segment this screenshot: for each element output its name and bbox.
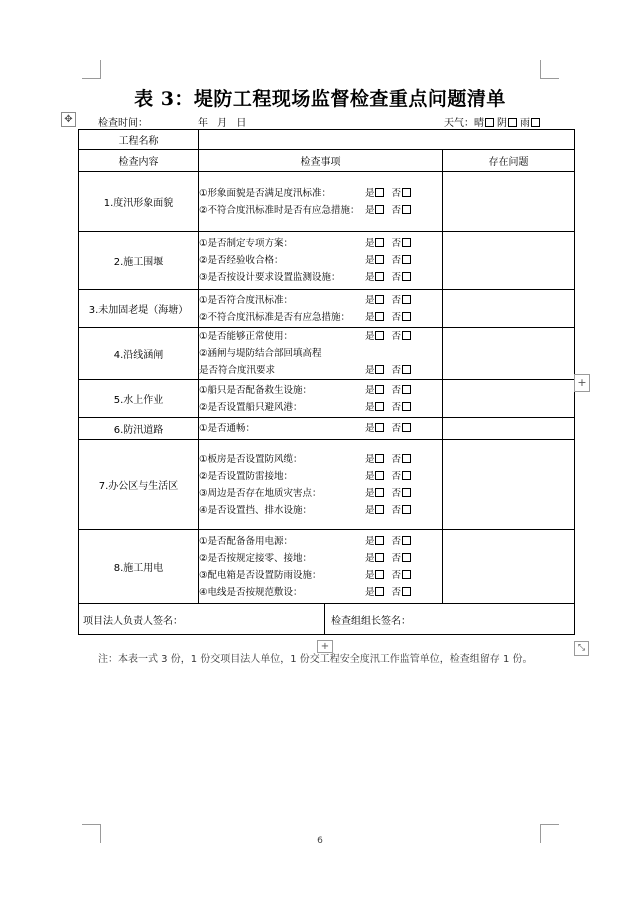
checkbox-sunny[interactable]	[485, 118, 494, 127]
weather-field	[444, 114, 543, 129]
yes-checkbox[interactable]	[375, 238, 384, 247]
yes-label: 是	[364, 255, 375, 266]
project-name-row	[79, 130, 575, 150]
check-item-text: ①是否配备备用电源：	[199, 535, 294, 547]
weather-option-rain: 雨	[520, 118, 530, 129]
yes-no-options	[365, 292, 442, 309]
row-issues[interactable]	[443, 418, 575, 440]
yes-label: 是	[364, 311, 375, 323]
page-number: 6	[317, 836, 323, 846]
yes-no-options	[365, 584, 442, 601]
check-item	[199, 269, 442, 286]
yes-checkbox[interactable]	[375, 536, 384, 545]
yes-label: 是	[364, 487, 375, 499]
row-issues[interactable]	[443, 440, 575, 530]
yes-no-options	[365, 252, 442, 269]
no-label: 否	[391, 365, 401, 376]
crop-mark-top-left	[82, 60, 101, 79]
yes-no-options	[365, 399, 442, 416]
check-item-text: ③周边是否存在地质灾害点：	[199, 487, 322, 499]
yes-checkbox[interactable]	[375, 188, 384, 197]
no-checkbox[interactable]	[402, 255, 411, 264]
check-time-label: 检查时间：	[98, 118, 148, 129]
row-issues[interactable]	[443, 380, 575, 418]
header-content: 检查内容	[79, 150, 199, 172]
yes-label: 是	[364, 569, 375, 581]
yes-no-options	[365, 533, 442, 550]
yes-checkbox[interactable]	[375, 365, 384, 374]
header-issues: 存在问题	[443, 150, 575, 172]
no-checkbox[interactable]	[402, 295, 411, 304]
check-item	[199, 451, 442, 468]
document-title: 表 3：堤防工程现场监督检查重点问题清单	[134, 88, 506, 110]
row-check-items	[199, 172, 443, 232]
add-column-plus-icon[interactable]: +	[574, 374, 590, 392]
check-date: 年 月 日	[198, 118, 247, 129]
no-label: 否	[391, 423, 401, 434]
no-checkbox[interactable]	[402, 587, 411, 596]
check-item-text: ①是否符合度汛标准：	[199, 294, 294, 306]
yes-checkbox[interactable]	[375, 587, 384, 596]
check-item	[199, 468, 442, 485]
yes-no-options	[365, 468, 442, 485]
table-row	[79, 328, 575, 380]
yes-checkbox[interactable]	[375, 505, 384, 514]
yes-no-options	[365, 550, 442, 567]
no-label: 否	[391, 535, 401, 547]
yes-label: 是	[364, 401, 375, 413]
check-item	[199, 550, 442, 567]
check-item	[199, 533, 442, 550]
yes-checkbox[interactable]	[375, 488, 384, 497]
check-item	[199, 345, 442, 362]
checkbox-rain[interactable]	[531, 118, 540, 127]
check-item-text: ①是否制定专项方案：	[199, 238, 294, 249]
no-checkbox[interactable]	[402, 402, 411, 411]
header-row	[79, 150, 575, 172]
yes-label: 是	[364, 384, 375, 396]
yes-no-options	[365, 328, 442, 345]
yes-no-options	[365, 269, 442, 286]
table-row	[79, 232, 575, 290]
row-category: 5.水上作业	[79, 380, 199, 418]
row-category: 3.未加固老堤（海塘）	[79, 290, 199, 328]
yes-checkbox[interactable]	[375, 423, 384, 432]
no-label: 否	[391, 504, 401, 516]
yes-checkbox[interactable]	[375, 205, 384, 214]
weather-option-sunny: 晴	[474, 118, 484, 129]
table-row	[79, 380, 575, 418]
check-item-text: ④电线是否按规范敷设：	[199, 586, 303, 598]
check-item	[199, 202, 442, 219]
yes-checkbox[interactable]	[375, 385, 384, 394]
yes-label: 是	[364, 535, 375, 547]
crop-mark-top-right	[540, 60, 559, 79]
check-item-text: ②是否设置船只避风港：	[199, 401, 303, 413]
no-label: 否	[391, 470, 401, 482]
row-category: 1.度汛形象面貌	[79, 172, 199, 232]
row-check-items	[199, 440, 443, 530]
legal-person-signature[interactable]: 项目法人负责人签名：	[79, 604, 325, 634]
row-category: 4.沿线涵闸	[79, 328, 199, 380]
check-item-text: 是否符合度汛要求	[199, 365, 276, 376]
no-label: 否	[391, 552, 401, 564]
yes-checkbox[interactable]	[375, 570, 384, 579]
yes-label: 是	[364, 586, 375, 598]
check-item-text: ②是否设置防雷接地：	[199, 470, 294, 482]
check-item	[199, 399, 442, 416]
no-checkbox[interactable]	[402, 454, 411, 463]
no-label: 否	[391, 401, 401, 413]
row-category: 6.防汛道路	[79, 418, 199, 440]
no-label: 否	[391, 187, 401, 199]
yes-no-options	[365, 567, 442, 584]
add-row-plus-icon[interactable]: +	[317, 640, 333, 653]
row-check-items	[199, 418, 443, 440]
no-checkbox[interactable]	[402, 536, 411, 545]
yes-label: 是	[364, 272, 375, 283]
project-name-value[interactable]	[199, 130, 575, 150]
yes-no-options	[365, 202, 442, 219]
row-issues[interactable]	[443, 328, 575, 380]
yes-no-options	[365, 485, 442, 502]
no-label: 否	[391, 586, 401, 598]
no-checkbox[interactable]	[402, 471, 411, 480]
check-item-text: ②不符合度汛标准是否有应急措施：	[199, 311, 351, 323]
no-checkbox[interactable]	[402, 570, 411, 579]
check-item	[199, 328, 442, 345]
yes-label: 是	[364, 238, 375, 249]
no-label: 否	[391, 569, 401, 581]
check-item-text: ④是否设置挡、排水设施：	[199, 504, 313, 516]
signature-row	[79, 604, 575, 635]
check-item-text: ②是否经验收合格：	[199, 255, 284, 266]
check-item	[199, 584, 442, 601]
weather-label: 天气：	[444, 118, 474, 129]
row-check-items	[199, 290, 443, 328]
yes-label: 是	[364, 453, 375, 465]
yes-label: 是	[364, 365, 375, 376]
no-checkbox[interactable]	[402, 205, 411, 214]
no-label: 否	[391, 238, 401, 249]
yes-checkbox[interactable]	[375, 312, 384, 321]
no-label: 否	[391, 311, 401, 323]
check-item	[199, 252, 442, 269]
no-label: 否	[391, 272, 401, 283]
yes-no-options	[365, 502, 442, 519]
row-category: 2.施工围堰	[79, 232, 199, 290]
check-item	[199, 502, 442, 519]
yes-no-options	[365, 362, 442, 379]
yes-checkbox[interactable]	[375, 272, 384, 281]
check-item-text: ②不符合度汛标准时是否有应急措施：	[199, 204, 360, 216]
yes-label: 是	[364, 504, 375, 516]
yes-no-options	[365, 420, 442, 437]
row-issues[interactable]	[443, 530, 575, 604]
yes-label: 是	[364, 294, 375, 306]
row-check-items	[199, 328, 443, 380]
no-checkbox[interactable]	[402, 505, 411, 514]
no-checkbox[interactable]	[402, 423, 411, 432]
no-checkbox[interactable]	[402, 488, 411, 497]
check-item-text: ③配电箱是否设置防雨设施：	[199, 569, 322, 581]
yes-checkbox[interactable]	[375, 553, 384, 562]
row-issues[interactable]	[443, 172, 575, 232]
no-label: 否	[391, 255, 401, 266]
table-move-icon[interactable]: ✥	[61, 112, 76, 127]
yes-label: 是	[364, 423, 375, 434]
check-item-text: ③是否按设计要求设置监测设施：	[199, 272, 341, 283]
no-checkbox[interactable]	[402, 365, 411, 374]
check-item-text: ①是否能够正常使用：	[199, 331, 294, 342]
check-item-text: ②是否按规定接零、接地：	[199, 552, 313, 564]
yes-label: 是	[364, 187, 375, 199]
no-label: 否	[391, 453, 401, 465]
check-item	[199, 185, 442, 202]
row-category: 8.施工用电	[79, 530, 199, 604]
yes-checkbox[interactable]	[375, 331, 384, 340]
check-item	[199, 292, 442, 309]
yes-checkbox[interactable]	[375, 255, 384, 264]
table-row	[79, 290, 575, 328]
check-item-text: ①形象面貌是否满足度汛标准：	[199, 187, 332, 199]
row-category: 7.办公区与生活区	[79, 440, 199, 530]
table-row	[79, 530, 575, 604]
inspection-table	[78, 129, 575, 635]
check-item	[199, 362, 442, 379]
yes-label: 是	[364, 204, 375, 216]
no-label: 否	[391, 294, 401, 306]
row-issues[interactable]	[443, 232, 575, 290]
table-row	[79, 172, 575, 232]
check-item	[199, 309, 442, 326]
no-checkbox[interactable]	[402, 385, 411, 394]
table-note: 注：本表一式 3 份，1 份交项目法人单位，1 份交工程安全度汛工作监管单位，检查组留存 1 份。	[98, 654, 533, 665]
check-item-text: ①是否通畅：	[199, 423, 256, 434]
yes-checkbox[interactable]	[375, 402, 384, 411]
table-resize-icon[interactable]: ⤡	[574, 641, 589, 656]
check-item	[199, 235, 442, 252]
row-check-items	[199, 530, 443, 604]
no-label: 否	[391, 331, 401, 342]
no-checkbox[interactable]	[402, 553, 411, 562]
no-label: 否	[391, 487, 401, 499]
yes-checkbox[interactable]	[375, 454, 384, 463]
yes-no-options	[365, 382, 442, 399]
no-checkbox[interactable]	[402, 238, 411, 247]
row-check-items	[199, 232, 443, 290]
table-row	[79, 440, 575, 530]
yes-no-options	[365, 309, 442, 326]
no-label: 否	[391, 204, 401, 216]
team-leader-signature[interactable]: 检查组组长签名：	[331, 615, 411, 627]
check-item	[199, 485, 442, 502]
yes-label: 是	[364, 470, 375, 482]
check-item-text: ①船只是否配备救生设施：	[199, 384, 313, 396]
no-checkbox[interactable]	[402, 331, 411, 340]
yes-no-options	[365, 451, 442, 468]
check-item	[199, 382, 442, 399]
weather-option-cloudy: 阴	[497, 118, 507, 129]
check-item-text: ①板房是否设置防风缆：	[199, 453, 303, 465]
yes-no-options	[365, 185, 442, 202]
check-item	[199, 567, 442, 584]
table-row	[79, 418, 575, 440]
row-check-items	[199, 380, 443, 418]
yes-label: 是	[364, 552, 375, 564]
yes-label: 是	[364, 331, 375, 342]
yes-no-options	[365, 235, 442, 252]
header-items: 检查事项	[199, 150, 443, 172]
no-label: 否	[391, 384, 401, 396]
yes-checkbox[interactable]	[375, 295, 384, 304]
checkbox-cloudy[interactable]	[508, 118, 517, 127]
no-checkbox[interactable]	[402, 312, 411, 321]
check-item	[199, 420, 442, 437]
check-item-text: ②涵闸与堤防结合部回填高程	[199, 348, 322, 359]
no-checkbox[interactable]	[402, 272, 411, 281]
project-name-label: 工程名称	[79, 130, 199, 150]
row-issues[interactable]	[443, 290, 575, 328]
yes-checkbox[interactable]	[375, 471, 384, 480]
no-checkbox[interactable]	[402, 188, 411, 197]
